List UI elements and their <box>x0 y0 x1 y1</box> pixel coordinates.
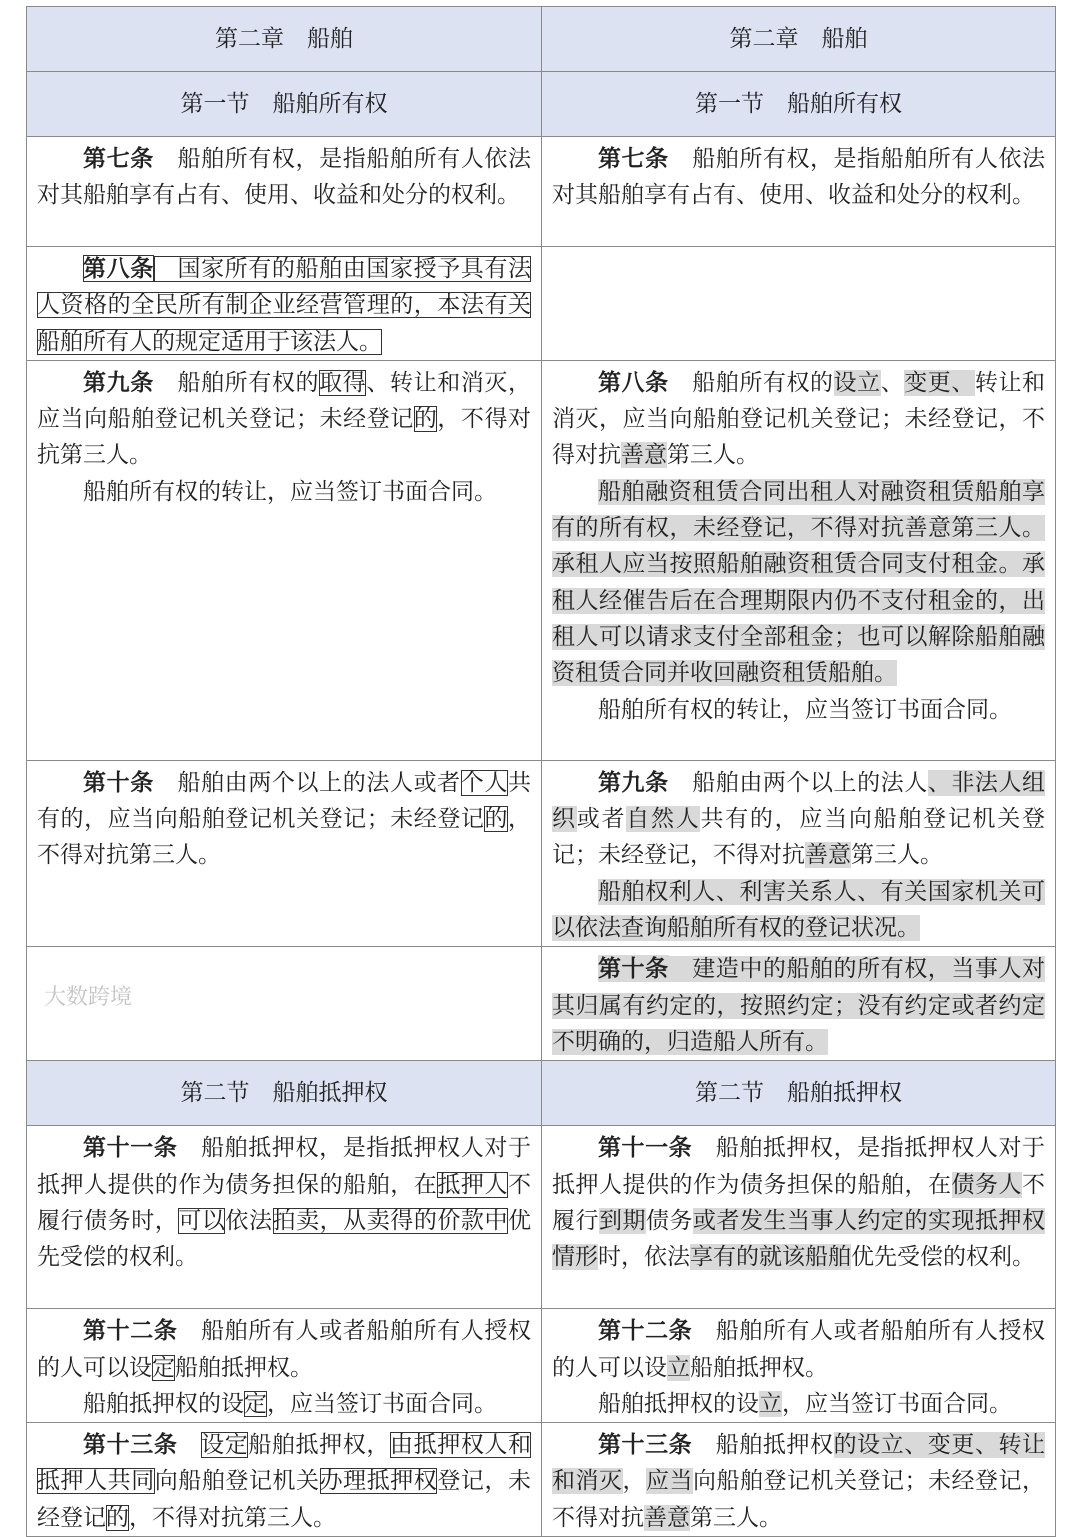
article-paragraph <box>37 365 531 474</box>
added-text-highlighted: 享有的就该船舶 <box>690 1244 851 1271</box>
article-row <box>27 360 1056 760</box>
text-segment: 船舶所有人或者船舶所有人授权的人可以设 <box>552 1318 1046 1381</box>
deleted-text-boxed: 个人 <box>460 769 509 796</box>
text-segment: 向船舶登记机关 <box>154 1468 320 1495</box>
text-segment: 转让和消灭，应当向船舶登记机关登记；未经登记，不得对抗 <box>552 369 1046 469</box>
added-text-highlighted: 自然人 <box>626 806 701 833</box>
added-text-highlighted: 善意 <box>621 442 667 469</box>
added-text-highlighted: 立 <box>667 1354 690 1381</box>
deleted-text-boxed: 拍卖，从卖得的价款中 <box>272 1207 509 1234</box>
deleted-text-boxed: 的 <box>106 1504 129 1531</box>
section-header-row <box>27 72 1056 137</box>
text-segment: 优先受偿的权利。 <box>851 1244 1035 1271</box>
section-header-row <box>27 1061 1056 1126</box>
text-segment: 共有的，应当向船舶登记机关登记；未经登记 <box>37 769 532 833</box>
article-paragraph <box>37 1386 531 1422</box>
article-number: 第七条 <box>598 145 669 172</box>
article-number: 第九条 <box>83 368 154 396</box>
article-paragraph <box>37 1427 531 1536</box>
article-number: 第九条 <box>598 768 669 796</box>
text-segment: 船舶抵押权，是指抵押权人对于抵押人提供的作为债务担保的船舶，在 <box>552 1135 1046 1198</box>
new-law-cell <box>542 247 1056 361</box>
article-paragraph <box>37 251 531 360</box>
text-segment: 船舶抵押权，是指抵押权人对于抵押人提供的作为债务担保的船舶，在 <box>37 1135 532 1198</box>
added-text-highlighted: 船舶权利人、利害关系人、有关国家机关可以依法查询船舶所有权的登记状况。 <box>552 878 1045 942</box>
article-number: 第十三条 <box>598 1431 693 1459</box>
article-number: 第七条 <box>83 145 154 172</box>
chapter-header-row <box>27 7 1056 72</box>
added-text-highlighted: 善意 <box>644 1504 690 1531</box>
old-law-cell <box>27 360 542 760</box>
article-row <box>27 947 1056 1061</box>
text-segment: 依法 <box>225 1207 273 1234</box>
text-segment: 船舶抵押权的设 <box>83 1390 244 1417</box>
article-paragraph <box>552 1313 1045 1386</box>
article-row <box>27 1423 1056 1537</box>
new-law-cell <box>542 947 1056 1061</box>
deleted-text-boxed: 的 <box>484 806 509 833</box>
added-text-highlighted: 变更、 <box>904 369 975 396</box>
article-paragraph <box>37 1130 531 1275</box>
deleted-text-boxed: 国家所有的船舶由国家授予具有法人资格的全民所有制企业经营管理的，本法有关船舶所有人的规定适用于该法人。 <box>37 256 532 355</box>
text-segment: 船舶所有权的 <box>668 369 834 396</box>
text-segment: 船舶所有人或者船舶所有人授权的人可以设 <box>37 1318 532 1381</box>
article-row <box>27 760 1056 946</box>
added-text-highlighted: 建造中的船舶的所有权，当事人对其归属有约定的，按照约定；没有约定或者约定不明确的，归造船人所有。 <box>552 956 1046 1055</box>
section-title-old: 第二节 船舶抵押权 <box>27 1061 542 1126</box>
text-segment: 船舶抵押权。 <box>175 1354 313 1381</box>
added-text-highlighted: 设立 <box>833 369 881 396</box>
article-paragraph <box>552 692 1045 728</box>
article-paragraph <box>552 1386 1045 1422</box>
text-segment: 向船舶登记机关登记；未经登记，不得对抗 <box>552 1468 1045 1531</box>
article-row <box>27 247 1056 361</box>
text-segment: 债务 <box>646 1207 693 1234</box>
text-segment: ，不得对抗第三人。 <box>129 1504 336 1531</box>
old-law-cell <box>27 1126 542 1309</box>
text-segment: ，不得对抗第三人。 <box>37 806 532 869</box>
article-paragraph <box>552 874 1045 947</box>
new-law-cell <box>542 1309 1056 1423</box>
text-segment: 船舶抵押权。 <box>690 1354 828 1381</box>
deleted-text-boxed: 可以 <box>178 1207 226 1234</box>
text-segment: 第三人。 <box>851 842 943 869</box>
chapter-title-new: 第二章 船舶 <box>542 7 1056 72</box>
text-segment: 船舶所有权的转让，应当签订书面合同。 <box>598 696 1012 723</box>
text-segment: 共有的，应当向船舶登记机关登记；未经登记，不得对抗 <box>552 806 1046 869</box>
article-paragraph <box>552 1427 1045 1536</box>
section-title-new: 第二节 船舶抵押权 <box>542 1061 1056 1126</box>
text-segment: 船舶所有权的转让，应当签订书面合同。 <box>83 478 497 505</box>
old-law-cell <box>27 760 542 946</box>
article-paragraph <box>37 1313 531 1386</box>
article-number: 第八条 <box>598 368 669 396</box>
section-title-new: 第一节 船舶所有权 <box>542 72 1056 137</box>
text-segment: 登记，未经登记 <box>37 1468 532 1531</box>
text-segment: ， <box>622 1468 646 1495</box>
article-paragraph <box>37 141 531 214</box>
article-paragraph <box>552 474 1045 692</box>
text-segment: 船舶由两个以上的法人 <box>668 769 928 796</box>
article-number: 第十一条 <box>83 1134 178 1162</box>
text-segment: 第三人。 <box>667 442 759 469</box>
deleted-text-boxed: 取得 <box>319 369 367 396</box>
text-segment: ，不得对抗第三人。 <box>37 406 532 469</box>
text-segment: 船舶抵押权， <box>248 1432 390 1459</box>
article-row <box>27 1309 1056 1423</box>
added-text-highlighted: 的设立、变更、转让和消灭 <box>552 1432 1046 1495</box>
added-text-highlighted: 善意 <box>805 842 851 869</box>
article-paragraph <box>552 765 1045 874</box>
text-segment <box>177 1432 201 1458</box>
article-number: 第八条 <box>83 255 154 282</box>
text-segment: 船舶抵押权 <box>692 1432 834 1459</box>
deleted-text-boxed: 定 <box>152 1354 175 1381</box>
added-text-highlighted: 或者发生当事人约定的实现抵押权情形 <box>552 1207 1045 1271</box>
added-text-highlighted: 到期 <box>599 1207 646 1234</box>
article-number: 第十条 <box>598 955 669 983</box>
article-row <box>27 1126 1056 1309</box>
added-text-highlighted: 、非法人组织 <box>552 769 1046 833</box>
added-text-highlighted: 债务人 <box>951 1171 1022 1198</box>
text-segment: 不履行债务时， <box>37 1171 532 1234</box>
article-number: 第十二条 <box>83 1317 178 1345</box>
article-paragraph <box>37 765 531 874</box>
article-paragraph <box>37 474 531 510</box>
chapter-title-old: 第二章 船舶 <box>27 7 542 72</box>
text-segment: 第三人。 <box>690 1504 782 1531</box>
text-segment: 优先受偿的权利。 <box>37 1207 532 1271</box>
deleted-text-boxed: 由抵押权人和抵押人共同 <box>37 1432 532 1495</box>
law-comparison-table <box>26 6 1056 1537</box>
text-segment: 船舶所有权的 <box>153 369 320 396</box>
deleted-text-boxed: 办理抵押权 <box>319 1468 438 1495</box>
article-row <box>27 137 1056 247</box>
text-segment: 时，依法 <box>598 1244 690 1271</box>
article-paragraph <box>552 141 1045 214</box>
deleted-text-boxed: 的 <box>413 406 438 433</box>
added-text-highlighted: 立 <box>759 1390 782 1417</box>
article-paragraph <box>552 365 1045 474</box>
old-law-cell <box>27 1309 542 1423</box>
text-segment: 船舶所有权，是指船舶所有人依法对其船舶享有占有、使用、收益和处分的权利。 <box>552 146 1046 209</box>
article-number: 第十一条 <box>598 1134 693 1162</box>
old-law-cell <box>27 247 542 361</box>
new-law-cell <box>542 760 1056 946</box>
deleted-text-boxed: 定 <box>244 1390 267 1417</box>
text-segment: 船舶所有权，是指船舶所有人依法对其船舶享有占有、使用、收益和处分的权利。 <box>37 146 532 209</box>
article-number: 第十二条 <box>598 1317 693 1345</box>
added-text-highlighted: 船舶融资租赁合同出租人对融资租赁船舶享有的所有权，未经登记，不得对抗善意第三人。承租人应当按照船舶融资租赁合同支付租金。承租人经催告后在合理期限内仍不支付租金的，出租人可以请求支付全部租金；也可以解除船舶融资租赁合同并收回融资租赁船舶。 <box>552 478 1045 687</box>
article-number: 第十条 <box>83 768 154 796</box>
text-segment: 船舶抵押权的设 <box>598 1390 759 1417</box>
deleted-text-boxed: 设定 <box>201 1432 249 1459</box>
text-segment: ，应当签订书面合同。 <box>782 1390 1012 1417</box>
added-text-highlighted: 应当 <box>646 1468 693 1495</box>
new-law-cell <box>542 360 1056 760</box>
text-segment: ，应当签订书面合同。 <box>267 1390 497 1417</box>
article-paragraph <box>552 1130 1045 1275</box>
text-segment: 、转让和消灭，应当向船舶登记机关登记；未经登记 <box>37 369 532 433</box>
old-law-cell <box>27 137 542 247</box>
section-title-old: 第一节 船舶所有权 <box>27 72 542 137</box>
text-segment: 不履行 <box>552 1171 1045 1234</box>
watermark: 大数跨境 <box>44 985 133 1010</box>
deleted-text-boxed: 抵押人 <box>437 1171 509 1198</box>
text-segment: 或者 <box>576 806 627 833</box>
old-law-cell <box>27 1423 542 1537</box>
new-law-cell <box>542 1126 1056 1309</box>
new-law-cell <box>542 137 1056 247</box>
article-paragraph <box>552 951 1045 1060</box>
text-segment: 、 <box>880 369 905 396</box>
text-segment: 船舶由两个以上的法人或者 <box>153 769 461 796</box>
article-number: 第十三条 <box>83 1431 178 1459</box>
new-law-cell <box>542 1423 1056 1537</box>
